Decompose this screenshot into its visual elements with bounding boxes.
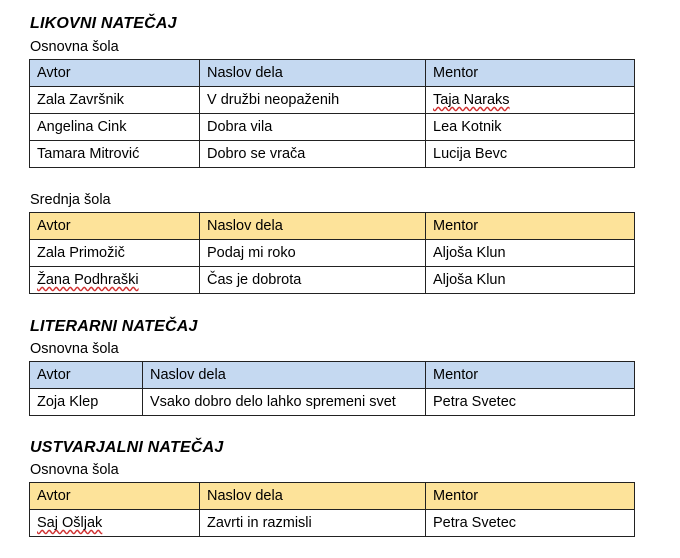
mentor-name: Taja Naraks xyxy=(433,92,510,108)
table-header-row xyxy=(30,483,635,510)
title-cell: Dobra vila xyxy=(200,114,426,141)
table-ustvarjalni-osnovna xyxy=(29,482,635,537)
mentor-cell: Petra Svetec xyxy=(426,510,635,537)
author-cell: Angelina Cink xyxy=(30,114,200,141)
col-header-title: Naslov dela xyxy=(200,483,426,510)
mentor-cell: Petra Svetec xyxy=(426,389,635,416)
mentor-cell: Lucija Bevc xyxy=(426,141,635,168)
table-row xyxy=(30,389,635,416)
title-cell: Zavrti in razmisli xyxy=(200,510,426,537)
mentor-cell: Lea Kotnik xyxy=(426,114,635,141)
col-header-mentor: Mentor xyxy=(426,362,635,389)
title-cell: Podaj mi roko xyxy=(200,240,426,267)
title-cell: Dobro se vrača xyxy=(200,141,426,168)
section-title-ustvarjalni: USTVARJALNI NATEČAJ xyxy=(30,439,224,456)
section-title-literarni: LITERARNI NATEČAJ xyxy=(30,318,198,335)
author-cell: Zala Primožič xyxy=(30,240,200,267)
col-header-author: Avtor xyxy=(30,362,143,389)
author-cell: Zala Završnik xyxy=(30,87,200,114)
col-header-author: Avtor xyxy=(30,213,200,240)
author-cell: Tamara Mitrović xyxy=(30,141,200,168)
author-name: Žana Podhraški xyxy=(37,272,139,288)
author-cell xyxy=(30,267,200,294)
section-title-likovni: LIKOVNI NATEČAJ xyxy=(30,15,177,32)
col-header-title: Naslov dela xyxy=(200,60,426,87)
table-row xyxy=(30,510,635,537)
table-2-level: Srednja šola xyxy=(30,192,111,208)
col-header-mentor: Mentor xyxy=(426,60,635,87)
table-header-row xyxy=(30,362,635,389)
col-header-mentor: Mentor xyxy=(426,213,635,240)
table-1-level: Osnovna šola xyxy=(30,39,119,55)
mentor-cell: Aljoša Klun xyxy=(426,267,635,294)
table-row xyxy=(30,87,635,114)
table-literarni-osnovna xyxy=(29,361,635,416)
title-cell: Vsako dobro delo lahko spremeni svet xyxy=(143,389,426,416)
table-row xyxy=(30,141,635,168)
author-cell: Zoja Klep xyxy=(30,389,143,416)
table-header-row xyxy=(30,60,635,87)
col-header-title: Naslov dela xyxy=(200,213,426,240)
table-header-row xyxy=(30,213,635,240)
mentor-cell: Aljoša Klun xyxy=(426,240,635,267)
col-header-mentor: Mentor xyxy=(426,483,635,510)
col-header-author: Avtor xyxy=(30,483,200,510)
table-3-level: Osnovna šola xyxy=(30,341,119,357)
author-cell xyxy=(30,510,200,537)
table-row xyxy=(30,114,635,141)
title-cell: Čas je dobrota xyxy=(200,267,426,294)
table-likovni-srednja xyxy=(29,212,635,294)
table-row xyxy=(30,267,635,294)
col-header-author: Avtor xyxy=(30,60,200,87)
table-row xyxy=(30,240,635,267)
author-name: Saj Ošljak xyxy=(37,515,103,531)
mentor-cell xyxy=(426,87,635,114)
col-header-title: Naslov dela xyxy=(143,362,426,389)
table-likovni-osnovna xyxy=(29,59,635,168)
title-cell: V družbi neopaženih xyxy=(200,87,426,114)
table-4-level: Osnovna šola xyxy=(30,462,119,478)
